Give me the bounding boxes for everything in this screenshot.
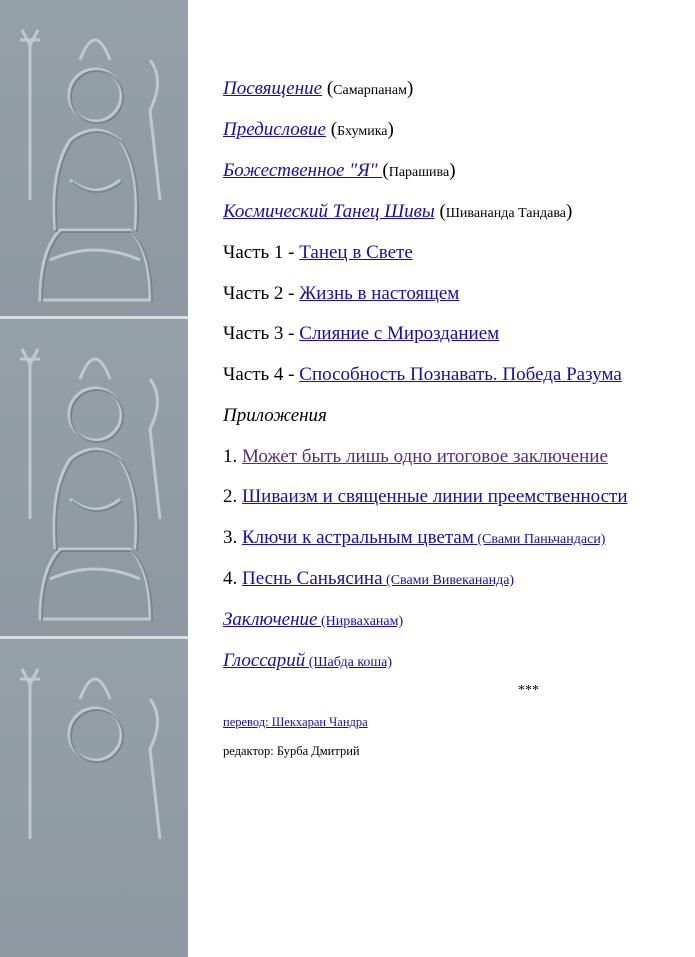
deity-relief-icon (0, 319, 188, 637)
toc-link-appendix-1[interactable]: Может быть лишь одно итоговое заключение (242, 446, 608, 467)
deity-relief-icon (0, 639, 188, 957)
toc-item-appendix-1 (223, 446, 608, 468)
toc-item-appendix-3 (223, 527, 605, 551)
toc-item-appendix-4 (223, 568, 514, 592)
part-prefix: Часть 3 - (223, 323, 300, 344)
appendix-heading: Приложения (223, 405, 327, 426)
toc-link-appendix-3[interactable] (242, 527, 605, 548)
toc-note: (Шабда коша) (305, 655, 393, 670)
credit-translation (223, 714, 368, 730)
relief-image (0, 0, 188, 318)
toc-item-divine-self (223, 160, 456, 184)
deity-relief-icon (0, 0, 188, 318)
paren-close: ) (406, 78, 414, 99)
toc-link-part-3[interactable]: Слияние с Мирозданием (299, 323, 500, 344)
toc-link-label: Глоссарий (223, 650, 306, 671)
paren-close: ) (565, 201, 573, 222)
toc-link-foreword[interactable]: Предисловие (223, 119, 326, 140)
appendix-prefix: 2. (223, 486, 242, 507)
toc-link-dedication[interactable]: Посвящение (223, 78, 323, 99)
appendix-prefix: 3. (223, 527, 242, 548)
toc-item-part-2 (223, 283, 459, 305)
toc-item-conclusion (223, 609, 403, 633)
toc-link-label: Заключение (223, 609, 318, 630)
toc-note: Парашива (388, 165, 450, 180)
toc-link-cosmic-dance[interactable]: Космический Танец Шивы (223, 201, 435, 222)
relief-image (0, 319, 188, 637)
toc-item-part-4 (223, 364, 622, 386)
toc-item-part-1 (223, 242, 413, 264)
toc-link-conclusion[interactable] (223, 609, 403, 630)
translator-link[interactable]: перевод: Шекхаран Чандра (223, 715, 368, 729)
toc-link-appendix-2[interactable]: Шиваизм и священные линии преемственности (242, 486, 628, 507)
toc-link-part-4[interactable]: Способность Познавать. Победа Разума (299, 364, 622, 385)
toc-note: Шивананда Тандава (445, 206, 566, 221)
paren-open: ( (382, 160, 389, 181)
appendix-prefix: 1. (223, 446, 242, 467)
toc-link-label: Ключи к астральным цветам (242, 527, 474, 548)
toc-item-dedication (223, 78, 413, 102)
toc-note: (Свами Вивекананда) (382, 573, 515, 588)
toc-item-appendix-2 (223, 486, 628, 508)
paren-close: ) (387, 119, 394, 140)
appendix-prefix: 4. (223, 568, 242, 589)
part-prefix: Часть 2 - (223, 283, 300, 304)
toc-note: Самарпанам (333, 83, 407, 98)
paren-open: ( (434, 201, 446, 222)
paren-open: ( (322, 78, 334, 99)
toc-item-cosmic-dance (223, 201, 572, 225)
toc-link-part-2[interactable]: Жизнь в настоящем (299, 283, 460, 304)
credit-editor: редактор: Бурба Дмитрий (223, 744, 360, 758)
separator: *** (518, 683, 539, 698)
toc-item-part-3 (223, 323, 499, 345)
paren-open: ( (325, 119, 338, 140)
part-prefix: Часть 4 - (223, 364, 300, 385)
toc-link-appendix-4[interactable] (242, 568, 514, 589)
toc-link-glossary[interactable] (223, 650, 392, 671)
toc-link-divine-self[interactable]: Божественное "Я" (223, 160, 383, 181)
toc-note: (Нирваханам) (317, 614, 404, 629)
paren-close: ) (449, 160, 456, 181)
toc-item-glossary (223, 650, 392, 674)
toc-note: (Свами Паньчандаси) (473, 532, 606, 547)
sidebar-background (0, 0, 188, 782)
relief-image (0, 639, 188, 957)
part-prefix: Часть 1 - (223, 242, 300, 263)
toc-link-part-1[interactable]: Танец в Свете (299, 242, 413, 263)
toc-item-foreword (223, 119, 394, 143)
toc-link-label: Песнь Саньясина (242, 568, 383, 589)
toc-note: Бхумика (337, 124, 388, 139)
